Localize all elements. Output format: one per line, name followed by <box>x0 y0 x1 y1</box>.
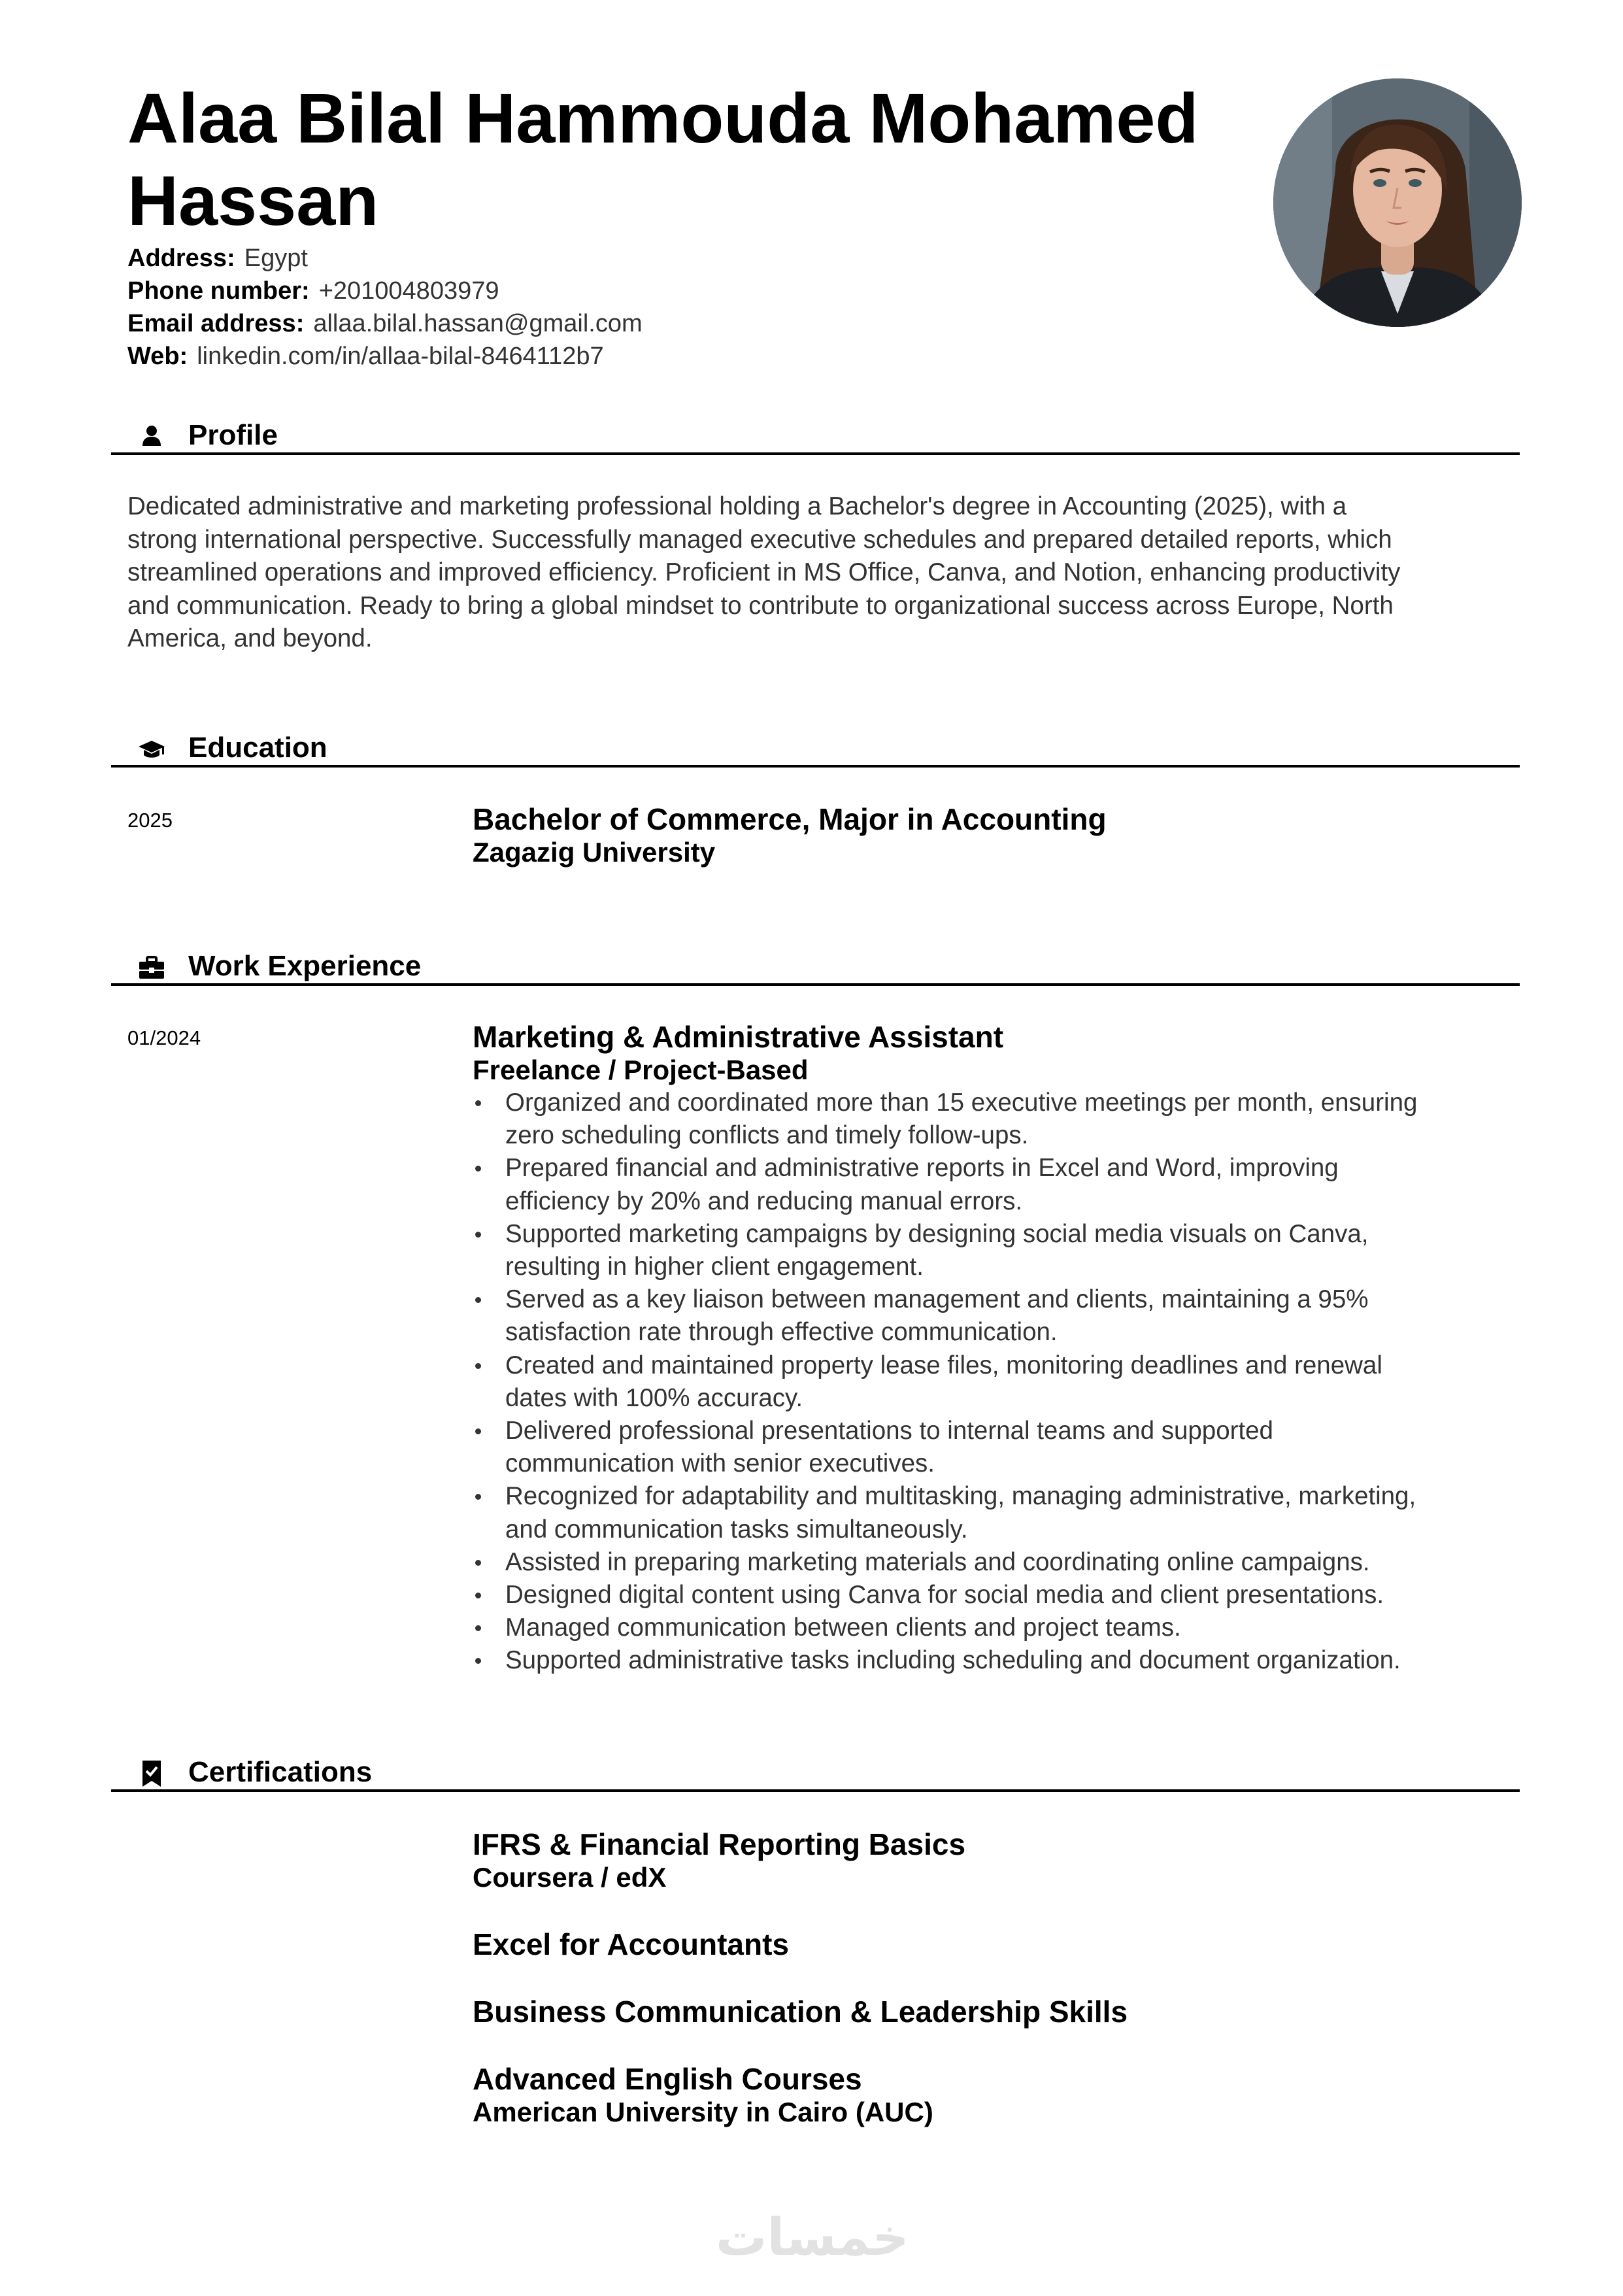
section-title: Work Experience <box>188 950 422 982</box>
list-item-line: efficiency by 20% and reducing manual errors. <box>505 1187 1023 1215</box>
certification-item <box>473 2062 933 2129</box>
list-item <box>473 1644 1505 1677</box>
contact-details <box>127 242 643 373</box>
contact-web <box>127 340 643 373</box>
section-title: Profile <box>188 419 278 451</box>
list-item-line: Delivered professional presentations to internal teams and supported <box>505 1417 1273 1445</box>
list-item-line: Supported marketing campaigns by designing social media visuals on Canva, <box>505 1219 1369 1248</box>
certification-issuer: American University in Cairo (AUC) <box>473 2097 933 2127</box>
contact-label: Phone number: <box>127 277 310 305</box>
profile-section-header <box>111 418 1520 455</box>
contact-phone <box>127 275 643 307</box>
profile-summary <box>127 490 1487 656</box>
briefcase-icon <box>137 953 166 982</box>
degree-title: Bachelor of Commerce, Major in Accounting <box>473 802 1107 836</box>
responsibilities-list <box>473 1087 1505 1678</box>
list-item <box>473 1087 1505 1152</box>
list-item-line: satisfaction rate through effective communication. <box>505 1318 1058 1347</box>
list-item <box>473 1349 1505 1415</box>
certification-issuer: Coursera / edX <box>473 1862 667 1893</box>
summary-line: America, and beyond. <box>127 624 373 652</box>
summary-line: streamlined operations and improved efficiency. Proficient in MS Office, Canva, and Notion, enhancing productivity <box>127 558 1401 586</box>
certification-name: Excel for Accountants <box>473 1927 789 1961</box>
list-item <box>473 1612 1505 1644</box>
list-item <box>473 1546 1505 1579</box>
list-item-line: Created and maintained property lease files, monitoring deadlines and renewal <box>505 1351 1382 1379</box>
list-item <box>473 1480 1505 1545</box>
list-item-line: and communication tasks simultaneously. <box>505 1515 968 1544</box>
company-name: Freelance / Project-Based <box>473 1055 809 1085</box>
list-item <box>473 1218 1505 1283</box>
work-entry <box>473 1020 1505 1678</box>
contact-address <box>127 242 643 275</box>
graduation-cap-icon <box>137 735 166 764</box>
list-item-line: resulting in higher client engagement. <box>505 1253 924 1281</box>
list-item-line: Assisted in preparing marketing materials and coordinating online campaigns. <box>505 1547 1370 1576</box>
contact-email <box>127 307 643 340</box>
education-date: 2025 <box>127 809 173 832</box>
list-item-line: Designed digital content using Canva for social media and client presentations. <box>505 1581 1384 1610</box>
list-item-line: Prepared financial and administrative reports in Excel and Word, improving <box>505 1154 1339 1183</box>
person-icon <box>137 422 166 451</box>
work-section-header <box>111 949 1520 986</box>
school-name: Zagazig University <box>473 837 716 868</box>
list-item <box>473 1283 1505 1349</box>
bookmark-check-icon <box>137 1759 166 1788</box>
certifications-section-header <box>111 1755 1520 1792</box>
section-title: Education <box>188 732 327 764</box>
work-date: 01/2024 <box>127 1026 201 1049</box>
list-item-line: Served as a key liaison between management and clients, maintaining a 95% <box>505 1285 1369 1314</box>
candidate-name: Alaa Bilal Hammouda Mohamed Hassan <box>127 78 1199 240</box>
contact-label: Email address: <box>127 310 305 337</box>
list-item-line: Organized and coordinated more than 15 executive meetings per month, ensuring <box>505 1089 1418 1117</box>
education-section-header <box>111 731 1520 768</box>
list-item-line: Managed communication between clients and project teams. <box>505 1613 1181 1642</box>
summary-line: Dedicated administrative and marketing professional holding a Bachelor's degree in Accounting (2025), with a <box>127 492 1347 520</box>
contact-value: Egypt <box>244 245 308 272</box>
summary-line: and communication. Ready to bring a global mindset to contribute to organizational success across Europe, North <box>127 591 1394 620</box>
contact-value: +201004803979 <box>318 277 499 305</box>
education-entry <box>473 802 1107 869</box>
list-item-line: Supported administrative tasks including scheduling and document organization. <box>505 1646 1401 1675</box>
job-title: Marketing & Administrative Assistant <box>473 1020 1004 1054</box>
contact-value: linkedin.com/in/allaa-bilal-8464112b7 <box>197 343 604 370</box>
list-item <box>473 1579 1505 1612</box>
list-item-line: Recognized for adaptability and multitasking, managing administrative, marketing, <box>505 1482 1416 1511</box>
contact-label: Address: <box>127 245 235 272</box>
list-item <box>473 1152 1505 1217</box>
list-item <box>473 1415 1505 1480</box>
certification-item <box>473 1927 789 1961</box>
certification-item <box>473 1995 1128 2029</box>
certification-item <box>473 1827 965 1894</box>
profile-photo <box>1273 78 1522 327</box>
certification-name: Advanced English Courses <box>473 2062 862 2096</box>
summary-line: strong international perspective. Successfully managed executive schedules and prepared detailed reports, which <box>127 525 1392 554</box>
list-item-line: communication with senior executives. <box>505 1449 935 1478</box>
certification-name: IFRS & Financial Reporting Basics <box>473 1827 966 1861</box>
khamsat-watermark: خمسات <box>716 2208 909 2267</box>
section-title: Certifications <box>188 1756 373 1788</box>
portrait-image <box>1273 78 1522 327</box>
contact-label: Web: <box>127 343 188 370</box>
contact-value: allaa.bilal.hassan@gmail.com <box>313 310 643 337</box>
list-item-line: zero scheduling conflicts and timely follow-ups. <box>505 1121 1029 1150</box>
list-item-line: dates with 100% accuracy. <box>505 1383 803 1412</box>
certification-name: Business Communication & Leadership Skills <box>473 1995 1128 2029</box>
